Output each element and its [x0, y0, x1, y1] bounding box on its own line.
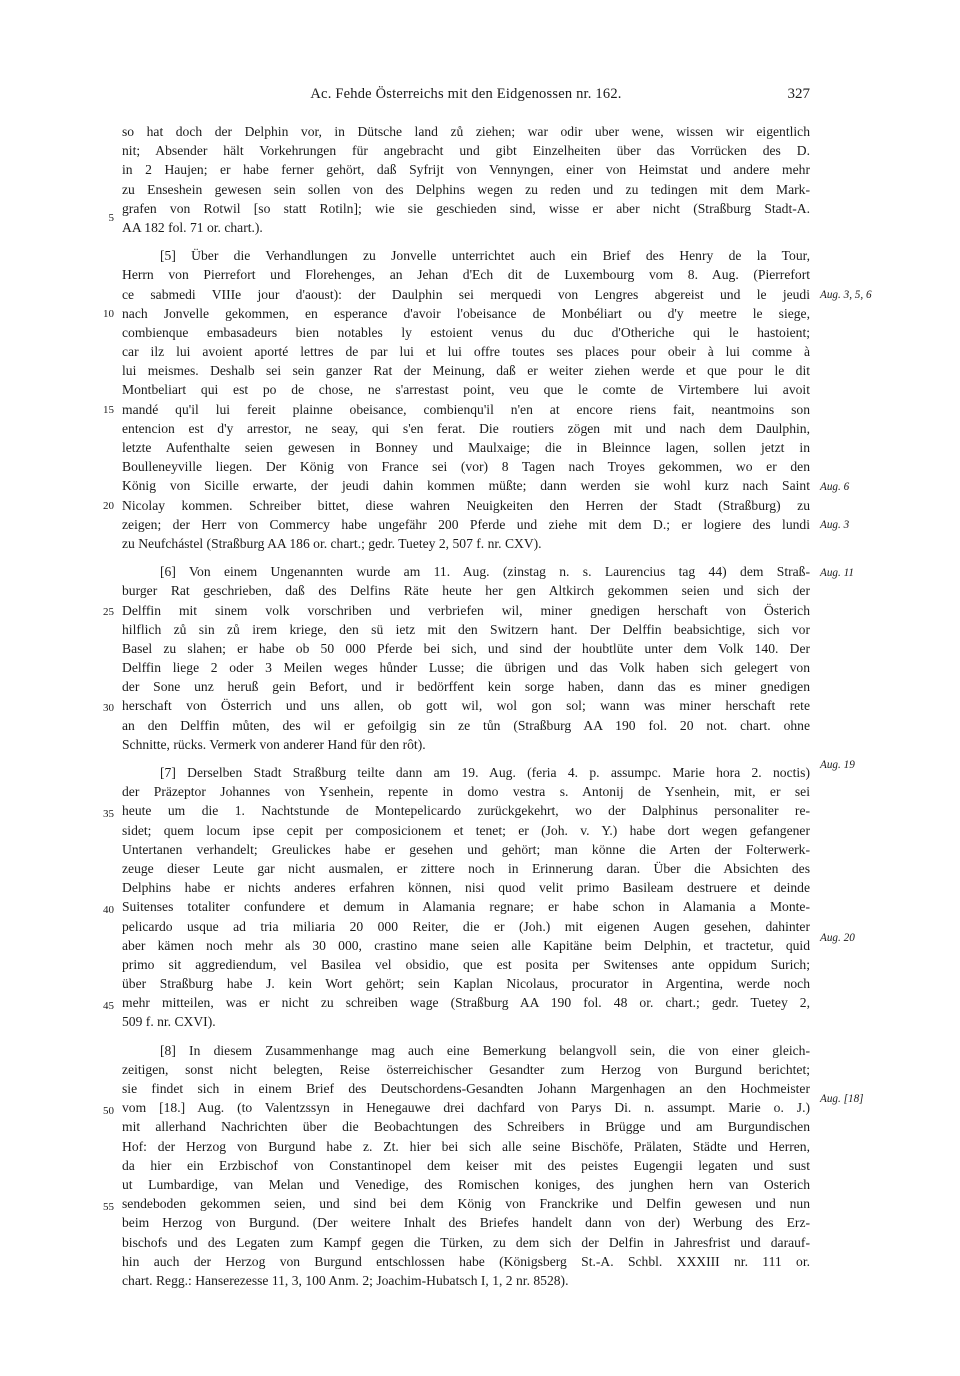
paragraph [122, 1041, 810, 1290]
margin-note: Aug. 6 [820, 481, 850, 493]
line-number: 30 [103, 702, 114, 714]
text-line: nach Jonvelle gekommen, en esperance d'avoir l'obeisance de Monbéliart ou d'y meetre le siege, [122, 305, 810, 321]
body-text [122, 122, 810, 1290]
text-line: Herrn von Pierrefort und Florehenges, an Jehan d'Ech dit de Luxembourg vom 8. Aug. (Pierrefort [122, 267, 810, 283]
text-line: bischofs und des Legaten zum Kampf gegen die Türken, zu dem sich der Delfin in Jahresfrist und darauf- [122, 1234, 810, 1250]
running-head: Ac. Fehde Österreichs mit den Eidgenossen nr. 162. [310, 86, 622, 102]
text-line: sie findet sich in einem Brief des Deutschordens-Gesandten Johann Margenhagen an den Hochmeister [122, 1081, 810, 1096]
text-line: über Straßburg habe J. kein Wort gehört; sein Kaplan Nicolaus, procurator in Argentina, werde noch [122, 976, 810, 992]
text-line: Boulleneyville liegen. Der König von France sei (vor) 8 Tagen nach Troyes gekommen, wo er den [122, 459, 810, 475]
line-number: 25 [103, 606, 114, 618]
text-line: sidet; quem locum ipse cepit per composicionem et tenet; er (Joh. v. Y.) habe dort wegen gefangener [122, 822, 810, 838]
text-line: zu Enseshein gewesen sein sollen von des Delphins wegen zu reden und zu tedingen mit dem Mark- [122, 181, 810, 197]
paragraph [122, 763, 810, 1032]
text-line: primo sit aggrediendum, vel Basilea vel obsidio, que est posita per Switenses ante oppidum Surich; [122, 956, 810, 972]
text-line: heute um die 1. Nachtstunde de Montepelicardo zurückgekehrt, wo der Dalphinus personaliter re- [122, 803, 810, 819]
text-line: sendeboden gekommen seien, und sind bei dem König von Franckrike und Delfin gewesen und nun [122, 1196, 810, 1212]
text-line: zeitigen, sonst nicht belegten, Reise österreichischer Gesandter zum Herzog von Burgund berichtet; [122, 1061, 810, 1077]
text-line: der Sone unz heruß gein Befort, und ir bedörffent kein sorge haben, dann das es miner gnedigen [122, 679, 810, 695]
text-line: Montbeliart qui est po de chose, ne s'arrestast point, veu que le comte de Virtembere lui avoit [122, 382, 810, 398]
line-number: 35 [103, 808, 114, 820]
text-line: grafen von Rotwil [so statt Rotiln]; wie sie geschieden sind, wisse er aber nicht (Straßburg Stadt-A. [122, 200, 810, 216]
text-line: zeuge dieser Leute gar nicht ausmalen, er zittere noch in Erinnerung daran. Über die Absichten des [122, 860, 810, 876]
text-line: Delffin liege 2 oder 3 Meilen weges hůnder Lusse; die übrigen und das Volk haben sich gelegert von [122, 660, 810, 676]
text-line: an den Delffin můten, des wil er gefoilgig sin ze tůn (Straßburg AA 190 fol. 20 not. chart. ohne [122, 717, 810, 733]
paragraph [122, 122, 810, 237]
text-line: Suitenses totaliter confundere et demum in Alamania regnare; er habe schon in Alamania a Monte- [122, 899, 810, 915]
line-number: 55 [103, 1201, 114, 1213]
text-line: [8] In diesem Zusammenhange mag auch eine Bemerkung belangvoll sein, die von einer gleich- [160, 1042, 810, 1058]
text-line: herschaft von Österrich und uns allen, ob gott wil, wol gon sol; wann was miner herschaft rete [122, 698, 810, 714]
margin-note: Aug. 3, 5, 6 [820, 289, 872, 301]
page-number: 327 [787, 86, 810, 102]
text-line: car ilz lui avoient aporté lettres de par lui et lui offre toutes ses places pour obeir à lui comme à [122, 344, 810, 360]
paragraph [122, 562, 810, 754]
text-line: nit; Absender hält Vorkehrungen für angebracht und gibt Einzelheiten über das Vorrücken des D. [122, 143, 810, 159]
text-line: Untertanen verhandelt; Greulickes habe er gesehen und gehört; man könne die Arten der Folterwerk- [122, 841, 810, 857]
text-line: zu Neufchástel (Straßburg AA 186 or. chart.; gedr. Tuetey 2, 507 f. nr. CXV). [122, 535, 542, 551]
text-line: [6] Von einem Ungenannten wurde am 11. Aug. (zinstag n. s. Laurencius tag 44) dem Straß- [160, 564, 810, 580]
text-line: hilflich zů sin zů irem kriege, den sü ietz mit den Switzern hant. Der Delffin beabsichtige, sich vor [122, 621, 810, 637]
text-line: AA 182 fol. 71 or. chart.). [122, 219, 263, 235]
text-line: pelicardo usque ad tria miliaria 20 000 Reiter, die er (Joh.) mit eigenen Augen gesehen, dahinter [122, 918, 810, 934]
text-line: hin auch der Herzog von Burgund entschlossen habe (Königsberg St.-A. Schbl. XXXIII nr. 111 or. [122, 1253, 810, 1269]
line-number: 5 [108, 212, 114, 224]
text-line: Basel zu slahen; er habe ob 50 000 Pferde bei sich, und sind der houbtlüte unter dem Volk 140. Der [122, 640, 810, 656]
text-line: [5] Über die Verhandlungen zu Jonvelle unterrichtet auch ein Brief des Henry de la Tour, [160, 248, 810, 264]
margin-note: Aug. [18] [820, 1093, 864, 1105]
line-number: 15 [103, 404, 114, 416]
line-number: 40 [103, 904, 114, 916]
text-line: lui meismes. Deshalb sei sein ganzer Rat der Meinung, daß er weiter ziehen werde et que pour le dit [122, 363, 810, 379]
margin-note: Aug. 3 [820, 519, 850, 531]
margin-note: Aug. 20 [820, 932, 855, 944]
text-line: ce sabmedi VIIIe jour d'aoust): der Daulphin sei merquedi von Lengres abgereist und le jeudi [122, 286, 810, 302]
text-line: Delffin mit sinem volk vorschriben und verbriefen wil, miner gnedigen herschaft von Österich [122, 602, 810, 618]
margin-note: Aug. 19 [820, 759, 855, 771]
text-line: chart. Regg.: Hanserezesse 11, 3, 100 Anm. 2; Joachim-Hubatsch I, 1, 2 nr. 8528). [122, 1272, 569, 1288]
text-line: Schnitte, rücks. Vermerk von anderer Hand für den rôt). [122, 736, 426, 752]
text-line: mandé qu'il lui fereit plainne obeisance, combienqu'il n'en at encore riens fait, neantmoins son [122, 401, 810, 417]
line-number: 20 [103, 500, 114, 512]
text-line: vom [18.] Aug. (to Valentzssyn in Henegauwe drei dachfard von Parys Di. n. assumpt. Marie o. J.) [122, 1100, 810, 1116]
text-line: burger Rat geschrieben, daß des Delfins Räte heute her gen Altkirch gekommen seien und sich der [122, 583, 810, 599]
text-line: so hat doch der Delphin vor, in Dütsche land zů ziehen; war odir uber wene, wissen wir eigentlich [122, 124, 810, 139]
text-line: Nicolay kommen. Schreiber bittet, diese wahren Neuigkeiten den Herren der Stadt (Straßburg) zu [122, 497, 810, 513]
line-number: 50 [103, 1105, 114, 1117]
text-line: mehr mitteilen, was er nicht zu schreiben wage (Straßburg AA 190 fol. 48 or. chart.; gedr. Tuetey 2, [122, 995, 810, 1011]
text-line: König von Sicille erwarte, der jeudi dahin kommen müßte; dann werden sie wohl kurz nach Saint [122, 478, 810, 494]
text-line: der Präzeptor Johannes von Ysenhein, repente in domo vestra s. Antonij de Ysenhein, mit, er sei [122, 784, 810, 800]
text-line: da hier ein Erzbischof von Constantinopel dem keiser mit des peistes Eugengii legaten und sust [122, 1157, 810, 1173]
text-line: in 2 Haujen; er habe ferner gehört, daß Syfrijt von Vennyngen, einer von Heimstat und andere mehr [122, 162, 810, 178]
paragraph [122, 246, 810, 553]
text-line: Hof: der Herzog von Burgund habe z. Zt. hier bei sich alle seine Bischöfe, Prälaten, Städte und Herren, [122, 1138, 810, 1154]
text-line: ut Lumbardige, van Melan und Venedige, des Romischen koniges, des junghen hern van Osterich [122, 1176, 810, 1192]
text-line: [7] Derselben Stadt Straßburg teilte dann am 19. Aug. (feria 4. p. assumpc. Marie hora 2. noctis) [160, 765, 810, 780]
text-line: letzte Aufenthalte seien gewesen in Bonney und Maulxaige; die in Bleinnce lagen, sollen jetzt in [122, 440, 810, 455]
text-line: mit allerhand Nachrichten über die Beobachtungen des Schreibers in Brügge und am Burgundischen [122, 1119, 810, 1135]
margin-note: Aug. 11 [820, 567, 854, 579]
text-line: zeigen; der Herr von Commercy habe ungefähr 200 Pferde und ziehe mit dem D.; er logiere des lundi [122, 516, 810, 532]
text-line: combienque embasadeurs bien notables ly estoient venus du duc d'Otheriche qui le hastoient; [122, 324, 810, 340]
line-number: 10 [103, 308, 114, 320]
line-number: 45 [103, 1000, 114, 1012]
text-line: Delphins habe er nichts anderes erfahren können, nisi quod velit primo Basileam destruere et deinde [122, 880, 810, 896]
text-line: aber kämen noch mehr als 30 000, crastino mane seien alle Kapitäne beim Delphin, et tractetur, quid [122, 937, 810, 953]
text-line: entencion est d'y arrestor, ne seay, qui s'en ferat. Die routiers zögen mit und nach dem Daulphin, [122, 420, 810, 436]
text-line: 509 f. nr. CXVI). [122, 1014, 216, 1030]
page-header [122, 86, 810, 108]
text-line: beim Herzog von Burgund. (Der weitere Inhalt des Briefes handelt dann von der) Werbung des Erz- [122, 1215, 810, 1231]
